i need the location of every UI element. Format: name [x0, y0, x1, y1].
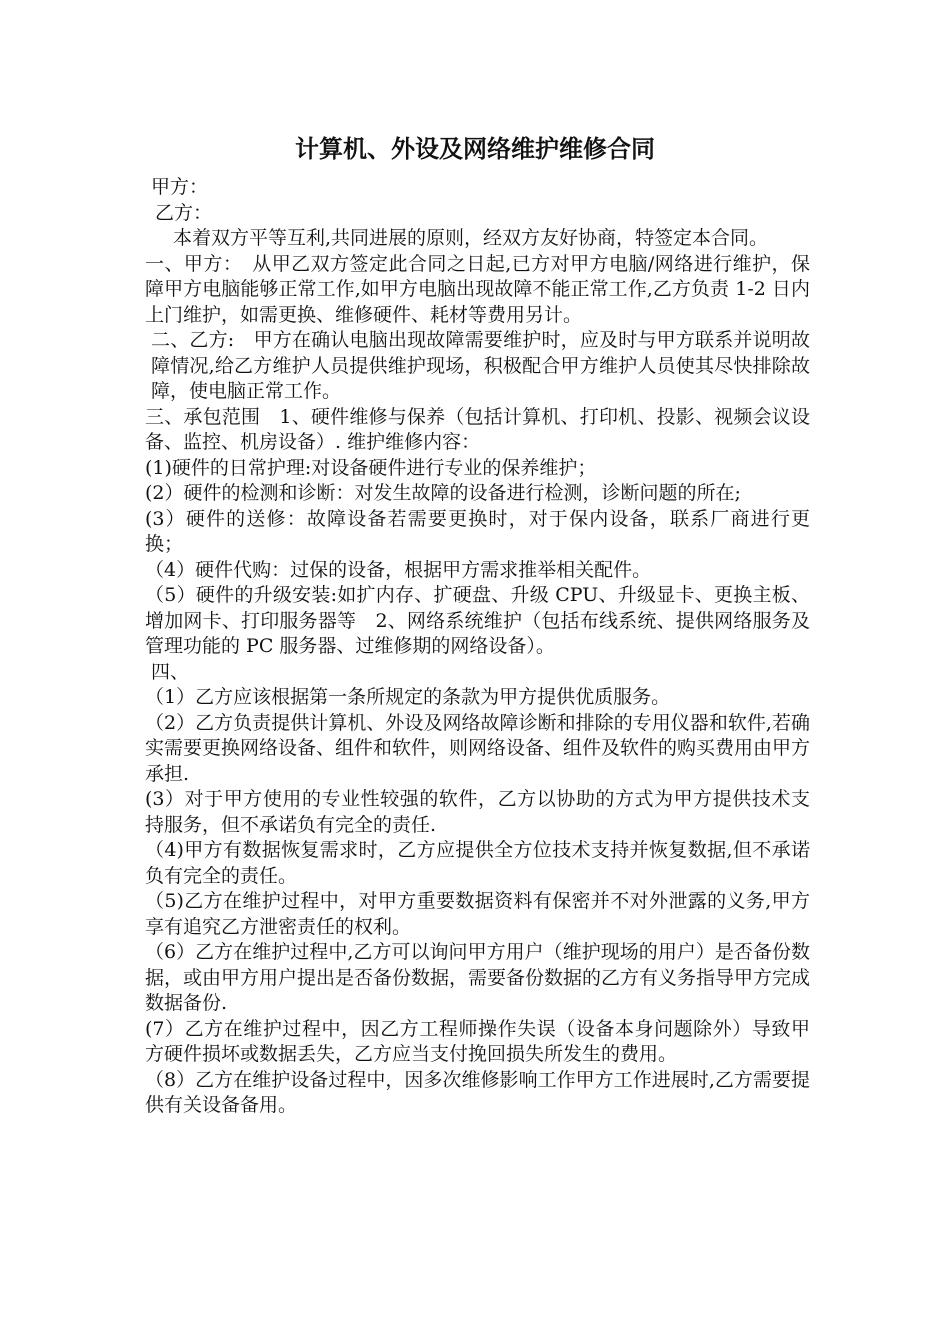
scope-item-5: （5）硬件的升级安装:如扩内存、扩硬盘、升级 CPU、升级显卡、更换主板、增加网卡、打印服务器等 2、网络系统维护（包括布线系统、提供网络服务及管理功能的 PC 服务器、过维修期的网络设备）。	[145, 584, 810, 657]
scope-item-1: (1)硬件的日常护理:对设备硬件进行专业的保养维护；	[145, 456, 597, 479]
clause-4-item-5: （5)乙方在维护过程中，对甲方重要数据资料有保密并不对外泄露的义务,甲方享有追究乙方泄密责任的权利。	[145, 890, 810, 938]
clause-2-party-b: 二、乙方: 甲方在确认电脑出现故障需要维护时，应及时与甲方联系并说明故障情况,给乙方维护人员提供维护现场，积极配合甲方维护人员使其尽快排除故障，使电脑正常工作。	[151, 329, 810, 402]
clause-4-heading: 四、	[151, 660, 190, 683]
document-body	[145, 175, 810, 1119]
preamble-paragraph: 本着双方平等互利,共同进展的原则，经双方友好协商，特签定本合同。	[173, 227, 769, 249]
clause-4-item-8: （8）乙方在维护设备过程中，因多次维修影响工作甲方工作进展时,乙方需要提供有关设备备用。	[145, 1068, 810, 1116]
document-title: 计算机、外设及网络维护维修合同	[295, 135, 655, 163]
party-b-line: 乙方：	[155, 201, 213, 224]
scope-item-2: (2）硬件的检测和诊断：对发生故障的设备进行检测，诊断问题的所在;	[145, 482, 741, 504]
scope-item-3: (3）硬件的送修：故障设备若需要更换时，对于保内设备，联系厂商进行更换；	[145, 507, 810, 555]
clause-1-party-a: 一、甲方： 从甲乙双方签定此合同之日起,已方对甲方电脑/网络进行维护，保障甲方电脑能够正常工作,如甲方电脑出现故障不能正常工作,乙方负责 1-2 日内上门维护，如需更换、维修硬件、耗材等费用另计。	[145, 252, 810, 326]
clause-4-item-7: (7）乙方在维护过程中，因乙方工程师操作失误（设备本身问题除外）导致甲方硬件损坏或数据丢失，乙方应当支付挽回损失所发生的费用。	[145, 1017, 810, 1065]
clause-4-item-6: （6）乙方在维护过程中,乙方可以询问甲方用户（维护现场的用户）是否备份数据，或由甲方用户提出是否备份数据，需要备份数据的乙方有义务指导甲方完成数据备份.	[145, 941, 811, 1014]
clause-4-item-4: （4)甲方有数据恢复需求时，乙方应提供全方位技术支持并恢复数据,但不承诺负有完全的责任。	[145, 839, 810, 887]
clause-4-item-3: (3）对于甲方使用的专业性较强的软件，乙方以协助的方式为甲方提供技术支持服务，但不承诺负有完全的责任.	[145, 788, 810, 836]
party-a-line: 甲方：	[151, 176, 209, 198]
scope-item-4: （4）硬件代购：过保的设备，根据甲方需求推举相关配件。	[145, 558, 652, 581]
clause-4-item-2: （2）乙方负责提供计算机、外设及网络故障诊断和排除的专用仪器和软件,若确实需要更换网络设备、组件和软件，则网络设备、组件及软件的购买费用由甲方承担.	[145, 711, 811, 785]
clause-4-item-1: （1）乙方应该根据第一条所规定的条款为甲方提供优质服务。	[145, 686, 671, 708]
clause-3-scope: 三、承包范围 1、硬件维修与保养（包括计算机、打印机、投影、视频会议设备、监控、机房设备）. 维护维修内容：	[145, 405, 810, 453]
